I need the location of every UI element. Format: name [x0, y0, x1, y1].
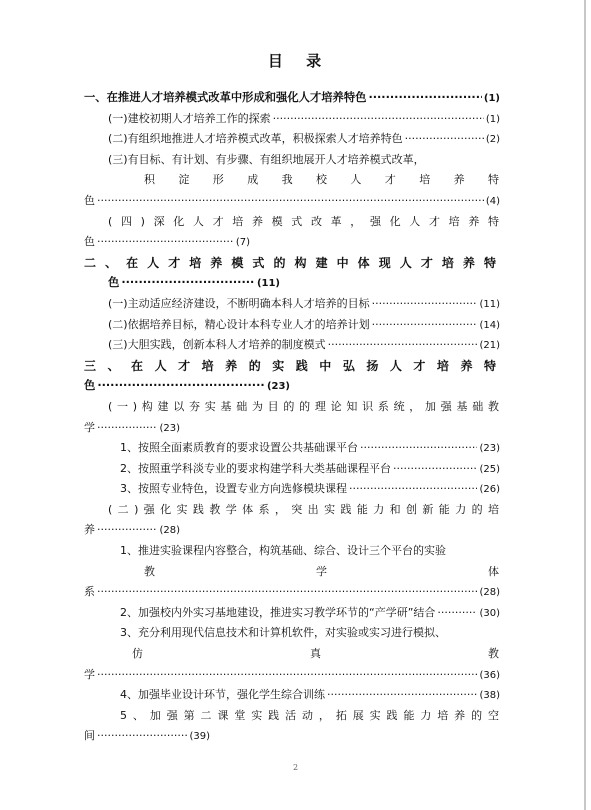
- dot-leader: [328, 335, 478, 356]
- toc-entry-text: (一)构建以夯实基础为目的的理论知识系统，加强基础教: [108, 399, 500, 413]
- toc-page-number: (2): [485, 134, 500, 146]
- dot-leader: [405, 129, 484, 150]
- toc-entry-3-1-3[interactable]: [84, 479, 500, 500]
- toc-entry-3-1-2[interactable]: [84, 459, 500, 480]
- page-title: 目 录: [267, 52, 324, 70]
- toc-page-number: (28): [159, 525, 180, 537]
- page-number: 2: [292, 763, 299, 772]
- dot-leader: [360, 438, 477, 459]
- dot-leader: [372, 315, 478, 336]
- dot-leader: [97, 726, 187, 747]
- toc-entry-text: 三、在人才培养的实践中弘扬人才培养特: [84, 358, 500, 373]
- dot-leader: [121, 273, 255, 294]
- toc-page-number: (4): [485, 195, 500, 207]
- toc-entry-1-2[interactable]: [84, 129, 500, 150]
- toc-entry-text-continued: 系: [84, 585, 95, 599]
- toc-entry-text: (三)有目标、有计划、有步骤、有组织地展开人才培养模式改革，: [108, 152, 425, 166]
- toc-entry-text: 4、加强毕业设计环节，强化学生综合训练: [120, 688, 325, 702]
- toc-entry-text: 二、在人才培养模式的构建中体现人才培养特: [84, 255, 500, 270]
- toc-entry-3-1[interactable]: [84, 397, 500, 438]
- toc-page-number: (7): [235, 237, 250, 249]
- toc-entry-text-continued: 色: [108, 276, 120, 290]
- toc-page-number: (23): [479, 443, 500, 455]
- toc-page-number: (39): [189, 731, 210, 743]
- toc-entry-text: 一、在推进人才培养模式改革中形成和强化人才培养特色: [84, 91, 367, 104]
- toc-entry-1-1[interactable]: [84, 109, 500, 130]
- toc-entry-1-3[interactable]: [84, 150, 500, 212]
- toc-entry-text-continued: 积淀形成我校人才培养特: [144, 173, 500, 187]
- toc-entry-2-2[interactable]: [84, 315, 500, 336]
- toc-entry-text: 3、充分利用现代信息技术和计算机软件，对实验或实习进行模拟、: [120, 626, 446, 640]
- dot-leader: [97, 665, 477, 686]
- toc-entry-3-2-2[interactable]: [84, 603, 500, 624]
- dot-leader: [393, 459, 477, 480]
- toc-entry-text-continued: 色: [84, 379, 96, 393]
- toc-entry-text: 5、加强第二课堂实践活动，拓展实践能力培养的空: [120, 708, 500, 722]
- toc-page-number: (30): [479, 607, 500, 619]
- toc-entry-text-continued: 色: [84, 235, 95, 249]
- toc-entry-2-1[interactable]: [84, 294, 500, 315]
- toc-entry-text-continued: 养: [84, 523, 95, 537]
- toc-entry-text: (二)依据培养目标，精心设计本科专业人才的培养计划: [108, 317, 370, 331]
- dot-leader: [368, 88, 481, 109]
- dot-leader: [97, 376, 265, 397]
- toc-entry-3-2[interactable]: [84, 500, 500, 541]
- toc-entry-text-continued: 学: [84, 667, 95, 681]
- toc-entry-text: (一)主动适应经济建设，不断明确本科人才培养的目标: [108, 296, 370, 310]
- toc-page-number: (28): [479, 587, 500, 599]
- toc-page-number: (1): [483, 93, 500, 104]
- toc-entry-3-2-5[interactable]: [84, 706, 500, 747]
- toc-entry-1-4[interactable]: [84, 212, 500, 253]
- dot-leader: [97, 232, 234, 253]
- toc-page-number: (38): [479, 690, 500, 702]
- toc-entry-text: 1、按照全面素质教育的要求设置公共基础课平台: [120, 441, 358, 455]
- dot-leader: [97, 191, 484, 212]
- toc-page-number: (25): [479, 463, 500, 475]
- toc-page-number: (14): [479, 319, 500, 331]
- toc-entry-text: (一)建校初期人才培养工作的探索: [108, 111, 271, 125]
- toc-page-number: (26): [479, 484, 500, 496]
- toc-entry-text-continued: 教学体: [144, 564, 500, 578]
- toc-page-number: (23): [159, 422, 180, 434]
- toc-entry-text: 3、按照专业特色，设置专业方向选修模块课程: [120, 482, 347, 496]
- toc-entry-text-continued: 仿真教: [132, 647, 500, 661]
- toc-entry-text: (二)强化实践教学体系，突出实践能力和创新能力的培: [108, 502, 500, 516]
- dot-leader: [273, 109, 484, 130]
- toc-entry-1[interactable]: [84, 88, 500, 109]
- toc-page-number: (11): [479, 298, 500, 310]
- dot-leader: [437, 603, 477, 624]
- toc-entry-3-2-4[interactable]: [84, 685, 500, 706]
- toc-entry-3-1-1[interactable]: [84, 438, 500, 459]
- toc-entry-3[interactable]: [84, 356, 500, 397]
- table-of-contents: [84, 88, 500, 747]
- toc-page-number: (1): [485, 113, 500, 125]
- toc-entry-text: (四)深化人才培养模式改革，强化人才培养特: [108, 214, 500, 228]
- dot-leader: [349, 479, 477, 500]
- toc-entry-text: 2、按照重学科淡专业的要求构建学科大类基础课程平台: [120, 461, 391, 475]
- toc-entry-text: (三)大胆实践，创新本科人才培养的制度模式: [108, 338, 326, 352]
- toc-page-number: (11): [256, 278, 280, 290]
- toc-page-number: (23): [266, 381, 290, 393]
- toc-entry-3-2-3[interactable]: [84, 623, 500, 685]
- toc-entry-text-continued: 间: [84, 729, 95, 743]
- dot-leader: [327, 685, 477, 706]
- toc-entry-text: 2、加强校内外实习基地建设，推进实习教学环节的“产学研”结合: [120, 605, 436, 619]
- toc-entry-3-2-1[interactable]: [84, 541, 500, 603]
- dot-leader: [97, 582, 477, 603]
- toc-entry-2[interactable]: [84, 253, 500, 294]
- dot-leader: [372, 294, 478, 315]
- toc-entry-text-continued: 色: [84, 193, 95, 207]
- dot-leader: [97, 520, 157, 541]
- toc-page-number: (36): [479, 669, 500, 681]
- toc-entry-text-continued: 学: [84, 420, 95, 434]
- dot-leader: [97, 418, 157, 439]
- toc-entry-2-3[interactable]: [84, 335, 500, 356]
- toc-page-number: (21): [479, 340, 500, 352]
- toc-entry-text: (二)有组织地推进人才培养模式改革，积极探索人才培养特色: [108, 132, 403, 146]
- toc-entry-text: 1、推进实验课程内容整合，构筑基础、综合、设计三个平台的实验: [120, 544, 446, 558]
